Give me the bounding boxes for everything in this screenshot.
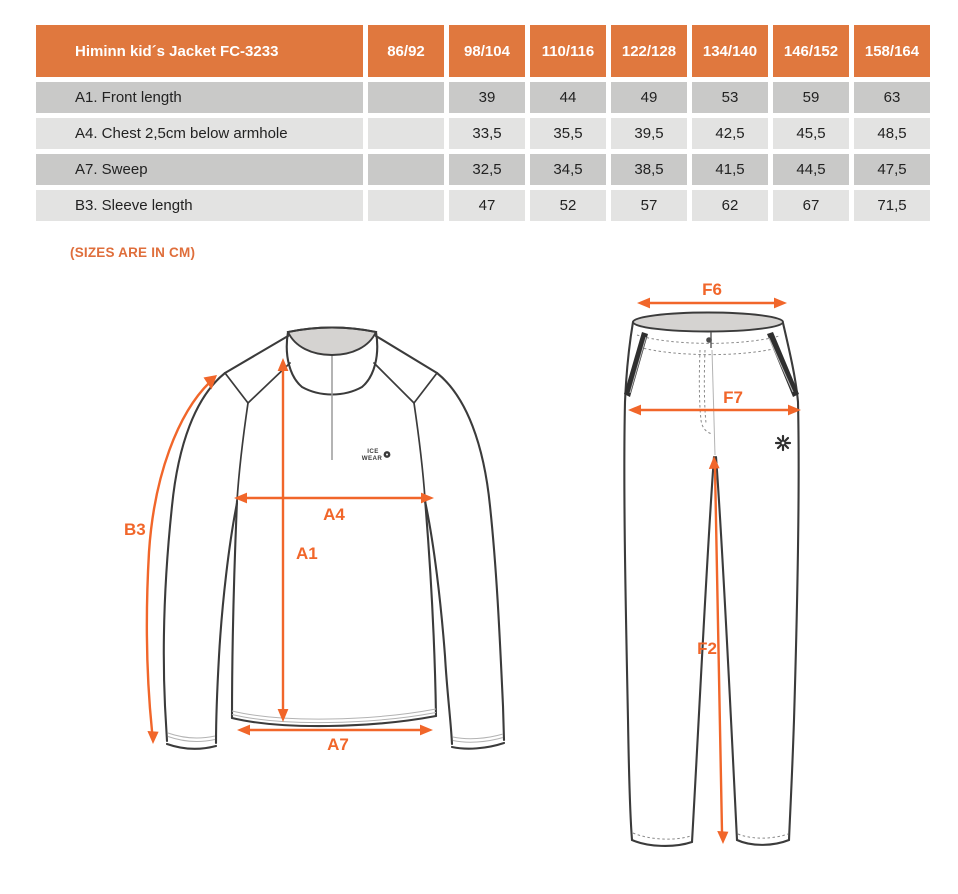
table-cell: 34,5 xyxy=(530,154,606,185)
a4-measure-arrow xyxy=(234,493,434,524)
size-table xyxy=(36,25,930,221)
size-header-158-164: 158/164 xyxy=(854,25,930,77)
table-cell: 57 xyxy=(611,190,687,221)
table-cell: 38,5 xyxy=(611,154,687,185)
snowflake-icon xyxy=(776,436,790,450)
table-cell: 39 xyxy=(449,82,525,113)
a7-measure-arrow xyxy=(237,725,433,754)
pants-diagram xyxy=(600,280,830,870)
jacket-diagram xyxy=(110,300,540,780)
table-cell: 62 xyxy=(692,190,768,221)
size-header-122-128: 122/128 xyxy=(611,25,687,77)
a7-label: A7 xyxy=(327,735,349,754)
table-cell xyxy=(368,190,444,221)
table-cell: 47 xyxy=(449,190,525,221)
sizes-unit-note: (SIZES ARE IN CM) xyxy=(70,245,196,260)
table-cell: 48,5 xyxy=(854,118,930,149)
table-cell: 41,5 xyxy=(692,154,768,185)
a1-label: A1 xyxy=(296,544,318,563)
table-cell: 53 xyxy=(692,82,768,113)
f6-label: F6 xyxy=(702,280,722,299)
f7-label: F7 xyxy=(723,388,743,407)
table-cell: 32,5 xyxy=(449,154,525,185)
table-cell xyxy=(368,118,444,149)
collar-inner-fill xyxy=(288,328,376,356)
table-cell: 67 xyxy=(773,190,849,221)
table-cell: 35,5 xyxy=(530,118,606,149)
table-cell: 44,5 xyxy=(773,154,849,185)
b3-label: B3 xyxy=(124,520,146,539)
row-label-chest: A4. Chest 2,5cm below armhole xyxy=(36,118,363,149)
table-cell: 49 xyxy=(611,82,687,113)
table-cell: 44 xyxy=(530,82,606,113)
f2-label: F2 xyxy=(697,639,717,658)
table-title: Himinn kid´s Jacket FC-3233 xyxy=(36,25,363,77)
f6-measure-arrow xyxy=(637,280,787,308)
waist-opening xyxy=(633,313,783,332)
table-cell: 63 xyxy=(854,82,930,113)
right-pocket-opening xyxy=(767,332,799,397)
table-cell: 33,5 xyxy=(449,118,525,149)
svg-text:ICE: ICE xyxy=(367,448,379,455)
table-cell: 47,5 xyxy=(854,154,930,185)
table-cell xyxy=(368,154,444,185)
size-header-146-152: 146/152 xyxy=(773,25,849,77)
table-cell: 71,5 xyxy=(854,190,930,221)
size-header-110-116: 110/116 xyxy=(530,25,606,77)
a1-measure-arrow xyxy=(278,358,318,722)
table-cell: 39,5 xyxy=(611,118,687,149)
icewear-logo xyxy=(362,448,391,462)
table-cell: 42,5 xyxy=(692,118,768,149)
table-cell: 45,5 xyxy=(773,118,849,149)
size-header-98-104: 98/104 xyxy=(449,25,525,77)
row-label-front-length: A1. Front length xyxy=(36,82,363,113)
row-label-sleeve-length: B3. Sleeve length xyxy=(36,190,363,221)
table-cell: 59 xyxy=(773,82,849,113)
f7-measure-arrow xyxy=(628,388,801,415)
table-cell xyxy=(368,82,444,113)
b3-measure-arrow xyxy=(124,375,217,744)
size-header-86-92: 86/92 xyxy=(368,25,444,77)
table-cell: 52 xyxy=(530,190,606,221)
svg-text:WEAR: WEAR xyxy=(361,455,383,462)
size-header-134-140: 134/140 xyxy=(692,25,768,77)
row-label-sweep: A7. Sweep xyxy=(36,154,363,185)
a4-label: A4 xyxy=(323,505,345,524)
f2-measure-arrow xyxy=(697,456,728,844)
